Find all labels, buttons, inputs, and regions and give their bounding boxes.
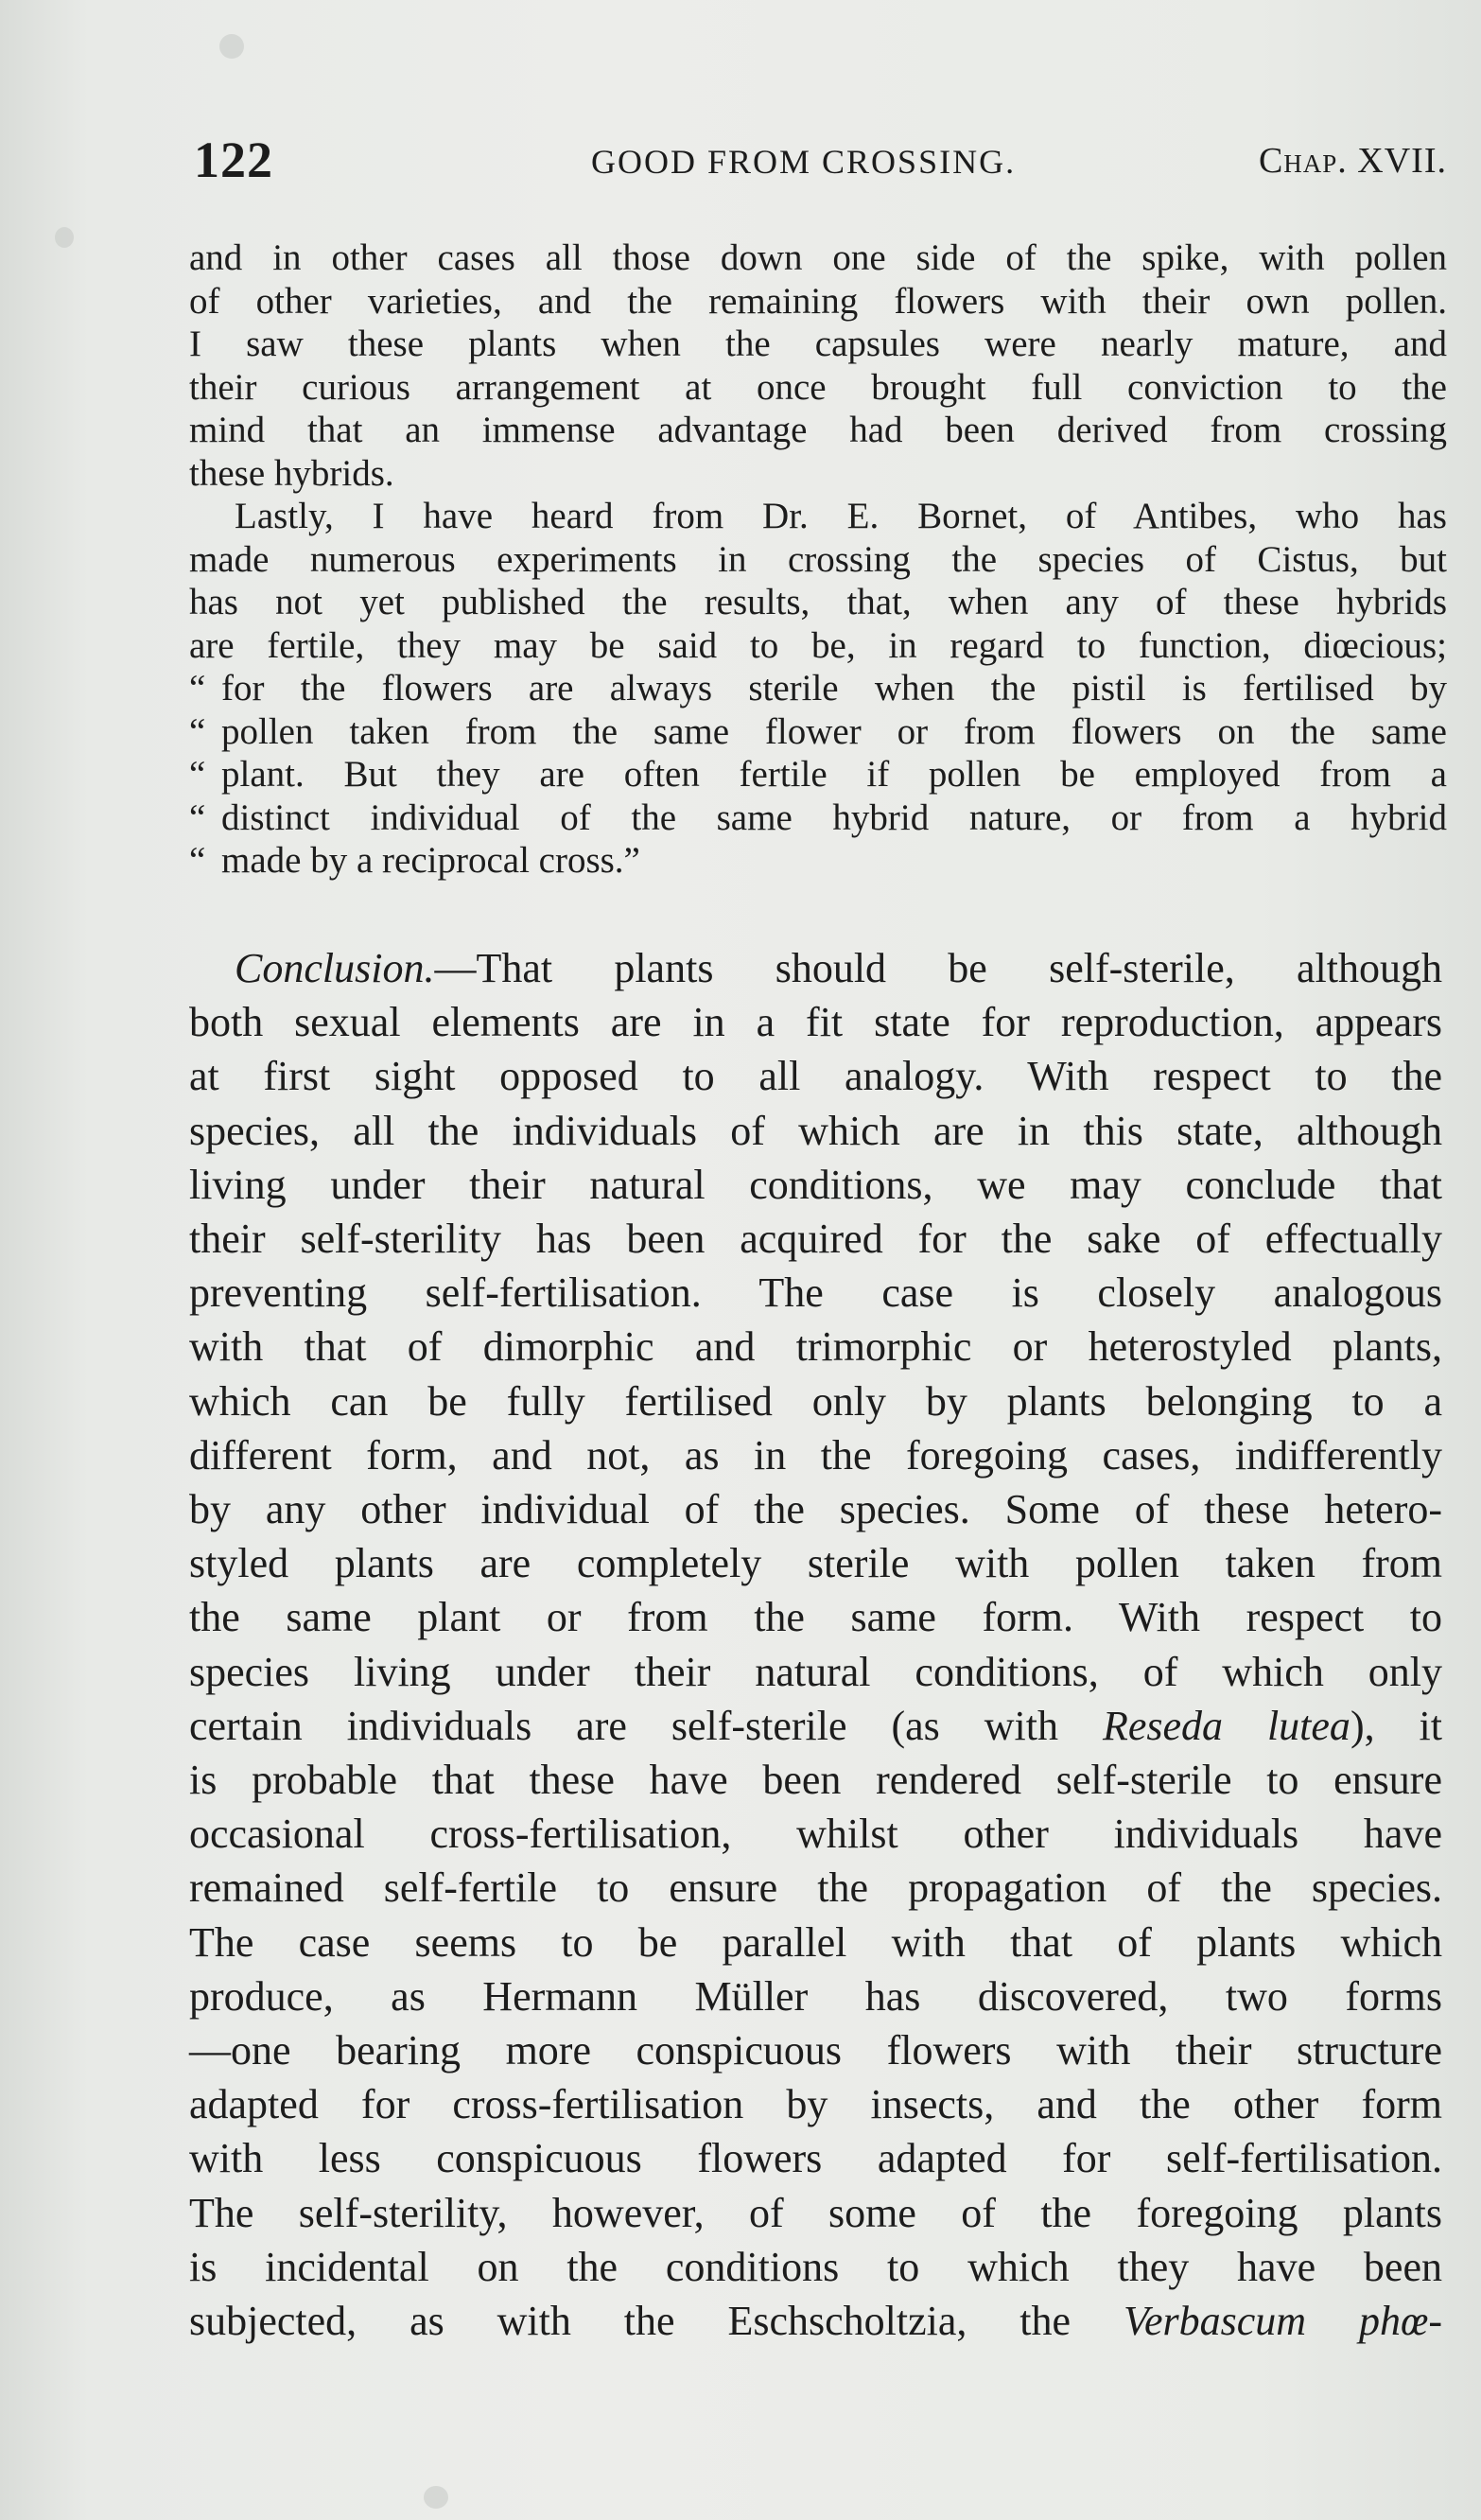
text-line: I saw these plants when the capsules were nearly mature, and (189, 324, 1447, 364)
conclusion-first-line (189, 941, 1442, 995)
species-name: Verbascum phœ- (1123, 2298, 1442, 2345)
text-line: species living under their natural conditions, of which only (189, 1648, 1442, 1695)
conclusion-section (189, 941, 1442, 2348)
text-line: at first sight opposed to all analogy. With respect to the (189, 1053, 1442, 1100)
quoted-line (189, 839, 1447, 883)
quote-mark: “ (189, 668, 206, 709)
text-line: The self-sterility, however, of some of the foregoing plants (189, 2189, 1442, 2236)
text-line: with less conspicuous flowers adapted for self-fertilisation. (189, 2135, 1442, 2182)
quoted-text: distinct individual of the same hybrid nature, or from a hybrid (221, 796, 1447, 838)
paper-blemish (219, 34, 244, 59)
quote-mark: “ (189, 840, 206, 881)
text-line: made numerous experiments in crossing the species of Cistus, but (189, 538, 1447, 580)
quoted-line (189, 667, 1447, 710)
chapter-label: Chap. XVII. (1258, 141, 1447, 181)
quoted-line (189, 710, 1447, 754)
text-line: both sexual elements are in a fit state for reproduction, appears (189, 999, 1442, 1046)
text-line: with that of dimorphic and trimorphic or heterostyled plants, (189, 1323, 1442, 1371)
text-line: different form, and not, as in the foregoing cases, indifferently (189, 1431, 1442, 1479)
quoted-text: for the flowers are always sterile when the pistil is fertilised by (221, 668, 1447, 709)
quote-mark: “ (189, 796, 206, 838)
quoted-text: plant. But they are often fertile if pollen be employed from a (221, 754, 1447, 795)
text-line: mind that an immense advantage had been derived from crossing (189, 410, 1447, 450)
text-line: —one bearing more conspicuous flowers with their structure (189, 2027, 1442, 2074)
paper-blemish (55, 227, 74, 248)
text-run: —That plants should be self-sterile, although (434, 945, 1442, 991)
text-line: is probable that these have been rendered self-sterile to ensure (189, 1757, 1442, 1804)
text-run: subjected, as with the Eschscholtzia, the (189, 2298, 1124, 2345)
text-line: styled plants are completely sterile with pollen taken from (189, 1540, 1442, 1587)
quoted-text: pollen taken from the same flower or from flowers on the same (221, 710, 1447, 752)
running-title: GOOD FROM CROSSING. (591, 143, 1017, 181)
text-line: remained self-fertile to ensure the propagation of the species. (189, 1864, 1442, 1912)
text-run: ), it (1350, 1702, 1442, 1749)
text-line: which can be fully fertilised only by plants belonging to a (189, 1377, 1442, 1425)
text-line: occasional cross-fertilisation, whilst other individuals have (189, 1811, 1442, 1858)
text-line: and in other cases all those down one side of the spike, with pollen (189, 237, 1447, 278)
text-line: preventing self-fertilisation. The case is closely analogous (189, 1269, 1442, 1317)
text-line: Lastly, I have heard from Dr. E. Bornet, of Antibes, who has (235, 496, 1447, 536)
page-header (194, 131, 1447, 187)
text-line (189, 2294, 1442, 2348)
quote-mark: “ (189, 710, 206, 752)
text-run: certain individuals are self-sterile (as with (189, 1702, 1103, 1749)
quoted-text: made by a reciprocal cross.” (221, 840, 640, 881)
paper-blemish (424, 2486, 448, 2509)
text-line: produce, as Hermann Müller has discovered, two forms (189, 1972, 1442, 2020)
text-line: their self-sterility has been acquired for the sake of effectually (189, 1216, 1442, 1263)
text-line: the same plant or from the same form. With respect to (189, 1594, 1442, 1641)
upper-paragraphs (189, 236, 1447, 883)
quote-mark: “ (189, 754, 206, 795)
page-number: 122 (194, 131, 273, 188)
text-line: has not yet published the results, that, when any of these hybrids (189, 582, 1447, 622)
text-line: by any other individual of the species. Some of these hetero- (189, 1486, 1442, 1533)
text-line: The case seems to be parallel with that of plants which (189, 1918, 1442, 1966)
text-line: living under their natural conditions, we may conclude that (189, 1161, 1442, 1208)
species-name: Reseda lutea (1102, 1702, 1350, 1749)
text-line: their curious arrangement at once brought full conviction to the (189, 366, 1447, 408)
text-line: is incidental on the conditions to which they have been (189, 2243, 1442, 2290)
text-line (189, 1699, 1442, 1753)
text-line: these hybrids. (189, 452, 394, 494)
text-line: species, all the individuals of which are in this state, although (189, 1107, 1442, 1154)
text-line: of other varieties, and the remaining flowers with their own pollen. (189, 280, 1447, 322)
quoted-line (189, 796, 1447, 840)
text-line: are fertile, they may be said to be, in regard to function, diœcious; (189, 624, 1447, 666)
quoted-line (189, 753, 1447, 796)
conclusion-heading: Conclusion. (235, 945, 435, 991)
text-line: adapted for cross-fertilisation by insects, and the other form (189, 2081, 1442, 2128)
